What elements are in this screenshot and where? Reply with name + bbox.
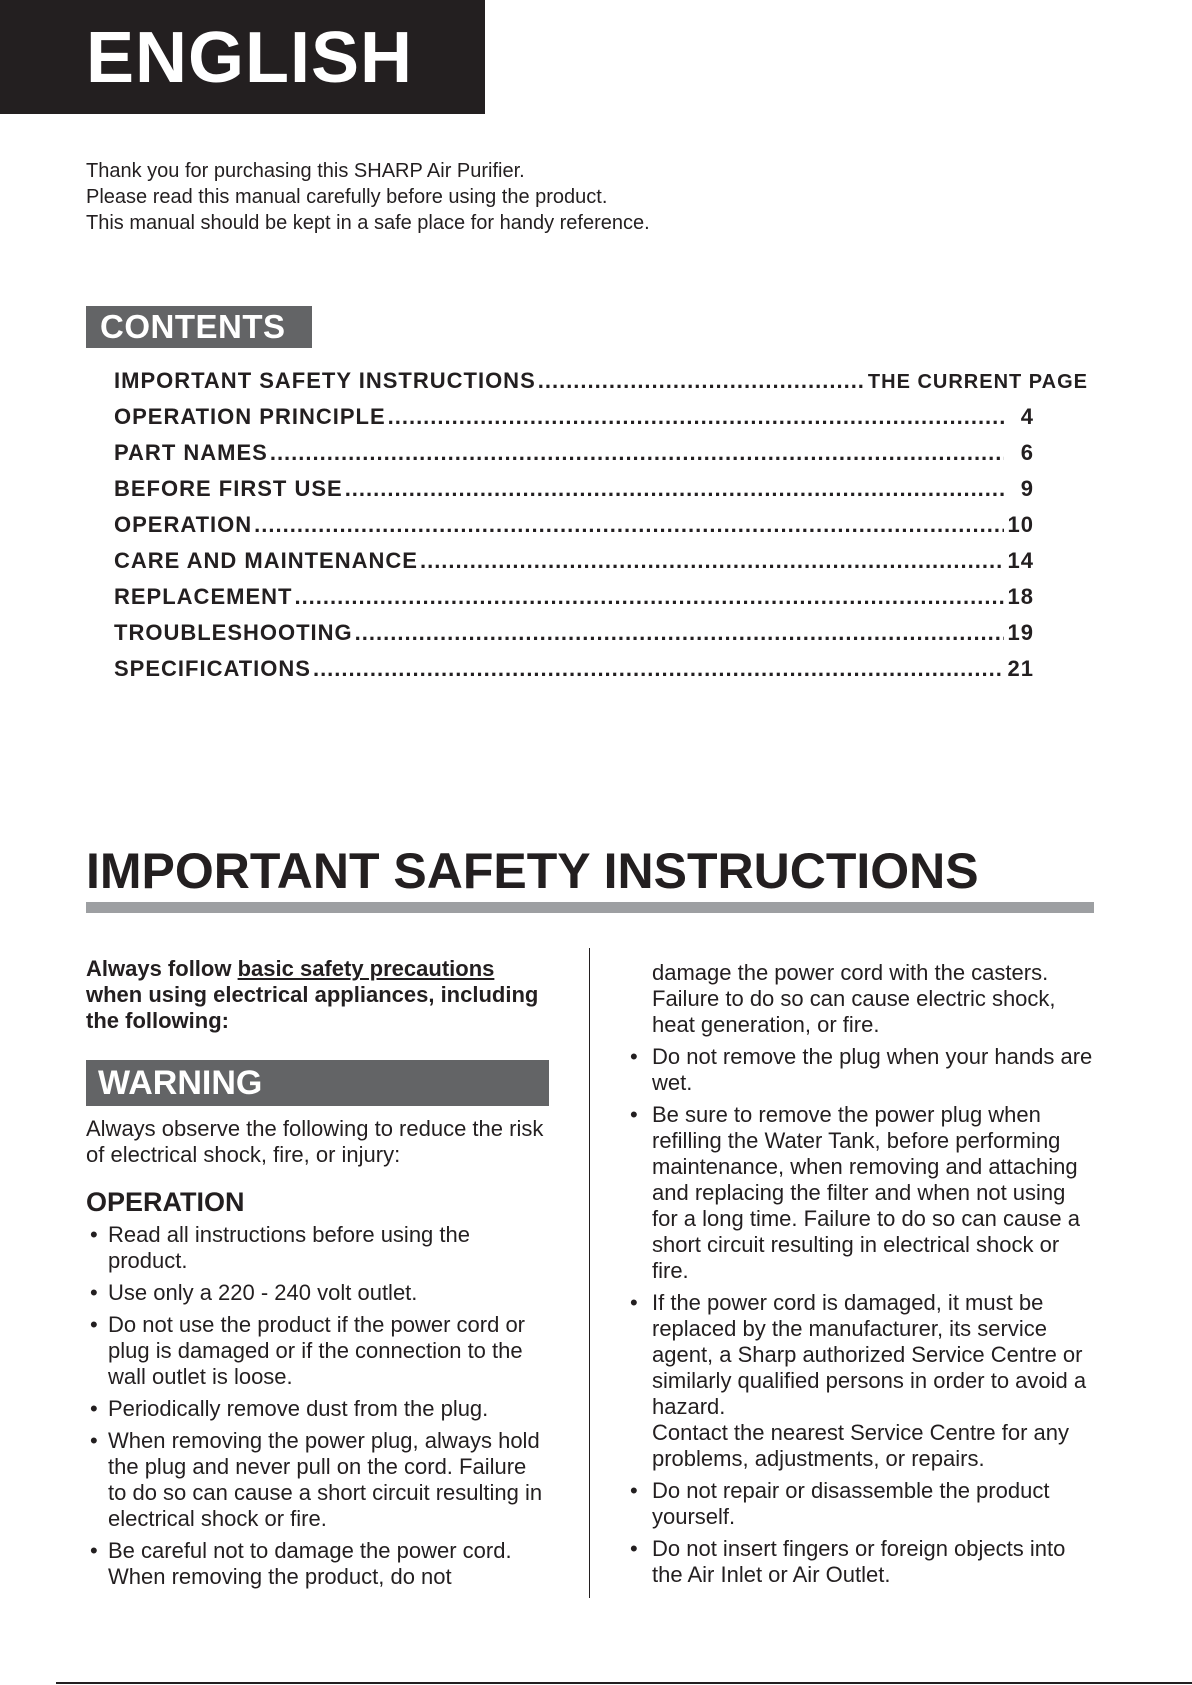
- list-item-text: Do not insert fingers or foreign objects into the Air Inlet or Air Outlet.: [652, 1536, 1066, 1587]
- toc-leader-dots: [345, 476, 1004, 502]
- toc-leader-dots: [270, 440, 1004, 466]
- intro-line: This manual should be kept in a safe place for handy reference.: [86, 212, 650, 234]
- right-column: [624, 960, 1094, 1594]
- list-item: [624, 1102, 1094, 1284]
- toc-entry[interactable]: [114, 440, 1034, 476]
- list-item-extra-text: Contact the nearest Service Centre for any problems, adjustments, or repairs.: [652, 1420, 1069, 1471]
- toc-entry-page: 18: [1007, 584, 1034, 609]
- list-item: [624, 1478, 1094, 1530]
- toc-leader-dots: [420, 548, 1004, 574]
- operation-heading: OPERATION: [86, 1187, 245, 1217]
- left-bullet-list: [86, 1222, 550, 1590]
- bullet-icon: •: [630, 1478, 638, 1503]
- bullet-icon: •: [630, 1044, 638, 1069]
- toc-entry-page: THE CURRENT PAGE: [867, 371, 1088, 393]
- warning-heading: WARNING: [86, 1060, 549, 1106]
- toc-entry-title: IMPORTANT SAFETY INSTRUCTIONS: [114, 368, 536, 393]
- list-item-text: If the power cord is damaged, it must be replaced by the manufacturer, its service agent, a Sharp authorized Service Centre or similarly qualified persons in order to avoid a hazard.: [652, 1290, 1087, 1419]
- toc-entry-title: OPERATION PRINCIPLE: [114, 404, 386, 429]
- continued-text: damage the power cord with the casters. Failure to do so can cause electric shock, heat generation, or fire.: [652, 960, 1056, 1037]
- list-item-text: Be careful not to damage the power cord. When removing the product, do not: [108, 1538, 512, 1589]
- toc-entry-page: 10: [1007, 512, 1034, 537]
- bullet-icon: •: [630, 1102, 638, 1127]
- toc-entry[interactable]: [114, 584, 1034, 620]
- toc-entry[interactable]: [114, 656, 1034, 692]
- safety-section-title: IMPORTANT SAFETY INSTRUCTIONS: [86, 843, 979, 899]
- contents-heading: CONTENTS: [86, 306, 312, 348]
- toc-entry[interactable]: [114, 368, 1088, 404]
- bullet-icon: •: [90, 1538, 98, 1563]
- warning-text: Always observe the following to reduce the risk of electrical shock, fire, or injury:: [86, 1116, 544, 1167]
- list-item-text: Read all instructions before using the product.: [108, 1222, 470, 1273]
- table-of-contents: [114, 368, 1088, 692]
- toc-entry[interactable]: [114, 620, 1034, 656]
- list-item: [86, 1538, 550, 1590]
- language-banner: [0, 0, 485, 114]
- left-column: [86, 956, 550, 1596]
- list-item: [86, 1312, 550, 1390]
- toc-entry[interactable]: [114, 404, 1034, 440]
- toc-entry-page: 4: [1020, 404, 1034, 429]
- list-item-text: Do not repair or disassemble the product yourself.: [652, 1478, 1050, 1529]
- list-item-text: Do not use the product if the power cord or plug is damaged or if the connection to the wall outlet is loose.: [108, 1312, 526, 1389]
- safety-intro-prefix: Always follow: [86, 956, 238, 981]
- intro-line: Please read this manual carefully before using the product.: [86, 186, 608, 208]
- toc-leader-dots: [294, 584, 1004, 610]
- toc-entry-title: REPLACEMENT: [114, 584, 293, 609]
- list-item: [624, 1290, 1094, 1472]
- right-bullet-list: [624, 1044, 1094, 1588]
- language-title: ENGLISH: [86, 18, 414, 98]
- list-item: [86, 1428, 550, 1532]
- toc-entry-title: OPERATION: [114, 512, 253, 537]
- list-item-text: When removing the power plug, always hold the plug and never pull on the cord. Failure to do so can cause a short circuit resulting in electrical shock or fire.: [108, 1428, 543, 1531]
- list-item: [86, 1280, 550, 1306]
- list-item: [86, 1222, 550, 1274]
- safety-intro-suffix: when using electrical appliances, including the following:: [86, 982, 539, 1033]
- toc-entry[interactable]: [114, 512, 1034, 548]
- list-item-text: Do not remove the plug when your hands are wet.: [652, 1044, 1093, 1095]
- list-item-text: Be sure to remove the power plug when refilling the Water Tank, before performing maintenance, when removing and attaching and replacing the filter and when not using for a long time. Failure to do so can cause a short circuit resulting in electrical shock or fire.: [652, 1102, 1081, 1283]
- toc-entry[interactable]: [114, 476, 1034, 512]
- toc-entry-title: CARE AND MAINTENANCE: [114, 548, 418, 573]
- toc-entry-title: TROUBLESHOOTING: [114, 620, 353, 645]
- bullet-icon: •: [90, 1222, 98, 1247]
- toc-entry-title: SPECIFICATIONS: [114, 656, 311, 681]
- toc-entry-page: 6: [1020, 440, 1034, 465]
- safety-intro: [86, 956, 550, 1034]
- list-item: [624, 1536, 1094, 1588]
- intro-text: [86, 158, 650, 236]
- list-item: [624, 1044, 1094, 1096]
- bullet-icon: •: [90, 1396, 98, 1421]
- safety-precautions-emphasis: basic safety precautions: [237, 956, 495, 981]
- bullet-icon: •: [630, 1536, 638, 1561]
- list-item-text: Periodically remove dust from the plug.: [108, 1396, 489, 1421]
- bullet-icon: •: [90, 1280, 98, 1305]
- list-item: [86, 1396, 550, 1422]
- bullet-icon: •: [90, 1312, 98, 1337]
- section-divider: [86, 902, 1094, 913]
- intro-line: Thank you for purchasing this SHARP Air Purifier.: [86, 160, 525, 182]
- column-divider: [589, 948, 590, 1598]
- toc-leader-dots: [313, 656, 1004, 682]
- footer-divider: [56, 1682, 1192, 1684]
- toc-entry-page: 14: [1007, 548, 1034, 573]
- list-item-text: Use only a 220 - 240 volt outlet.: [108, 1280, 418, 1305]
- toc-leader-dots: [355, 620, 1004, 646]
- bullet-icon: •: [630, 1290, 638, 1315]
- toc-leader-dots: [254, 512, 1004, 538]
- toc-entry-title: PART NAMES: [114, 440, 268, 465]
- bullet-icon: •: [90, 1428, 98, 1453]
- toc-entry-title: BEFORE FIRST USE: [114, 476, 343, 501]
- toc-leader-dots: [538, 368, 866, 394]
- toc-entry[interactable]: [114, 548, 1034, 584]
- toc-entry-page: 21: [1007, 656, 1034, 681]
- toc-entry-page: 19: [1007, 620, 1034, 645]
- toc-leader-dots: [388, 404, 1004, 430]
- toc-entry-page: 9: [1020, 476, 1034, 501]
